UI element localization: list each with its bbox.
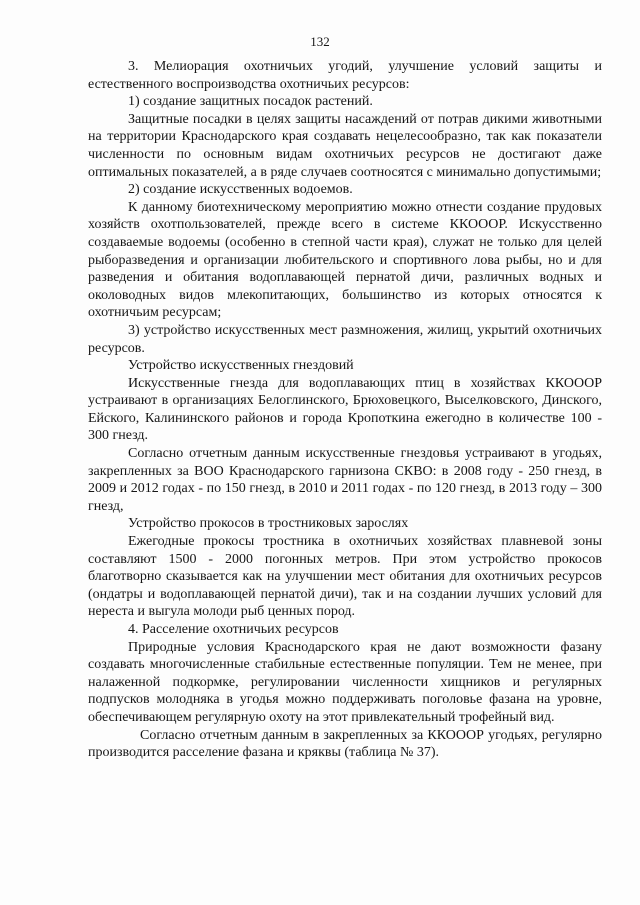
list-item-protective-plantings: 1) создание защитных посадок растений. [128, 94, 373, 110]
page-number: 132 [310, 34, 330, 49]
section-heading-melioration: 3. Мелиорация охотничьих угодий, улучшение условий защиты и естественного воспроизводства охотничьих ресурсов: [88, 59, 602, 92]
page-body [88, 58, 602, 762]
list-item-breeding-places: 3) устройство искусственных мест размножения, жилищ, укрытий охотничьих ресурсов. [88, 322, 602, 356]
list-item-artificial-ponds: 2) создание искусственных водоемов. [128, 182, 353, 198]
paragraph: Согласно отчетным данным искусственные гнездовья устраивают в угодьях, закрепленных за ВОО Краснодарского гарнизона СКВО: в 2008 году - 250 гнезд, в 2009 и 2012 годах - по 150 гнезд, в 2010 и 2011 годах - по 120 гнезд, в 2013 году – 300 гнезд, [88, 446, 602, 514]
paragraph: К данному биотехническому мероприятию можно отнести создание прудовых хозяйств охотпользователей, прежде всего в системе ККОООР. Искусственно создаваемые водоемы (особенно в степной части края), служат не только для целей рыборазведения и организации любительского и спортивного лова рыбы, но и для разведения и обитания водоплавающей пернатой дичи, различных водных и околоводных видов млекопитающих, большинство из которых относятся к охотничьим ресурсам; [88, 199, 602, 321]
paragraph: Защитные посадки в целях защиты насаждений от потрав дикими животными на территории Краснодарского края создавать нецелесообразно, так как показатели численности по основным видам охотничьих ресурсов не достигают даже оптимальных показателей, а в ряде случаев соотносятся с минимально допустимыми; [88, 111, 602, 180]
paragraph: Искусственные гнезда для водоплавающих птиц в хозяйствах ККОООР устраивают в организациях Белоглинского, Брюховецкого, Выселковского, Динского, Ейского, Калининского районов и города Кропоткина ежегодно в количестве 100 - 300 гнезд. [88, 375, 602, 444]
subheading-artificial-nests: Устройство искусственных гнездовий [128, 358, 354, 374]
paragraph: Природные условия Краснодарского края не дают возможности фазану создавать многочисленные стабильные естественные популяции. Тем не менее, при налаженной подкормке, регулировании численности хищников и регулярных подпусков молодняка в угодья можно поддерживать поголовье фазана на уровне, обеспечивающем регулярную охоту на этот привлекательный трофейный вид. [88, 639, 602, 725]
paragraph: Ежегодные прокосы тростника в охотничьих хозяйствах плавневой зоны составляют 1500 - 2000 погонных метров. При этом устройство прокосов благотворно сказывается как на улучшении мест обитания для охотничьих ресурсов (ондатры и водоплавающей пернатой дичи), так и на создании лучших условий для нереста и выгула молоди рыб ценных пород. [88, 534, 602, 620]
subheading-reed-mowing: Устройство прокосов в тростниковых зарослях [128, 516, 409, 532]
paragraph: Согласно отчетным данным в закрепленных за ККОООР угодьях, регулярно производится расселение фазана и кряквы (таблица № 37). [88, 727, 602, 761]
section-heading-resettlement: 4. Расселение охотничьих ресурсов [128, 622, 339, 637]
